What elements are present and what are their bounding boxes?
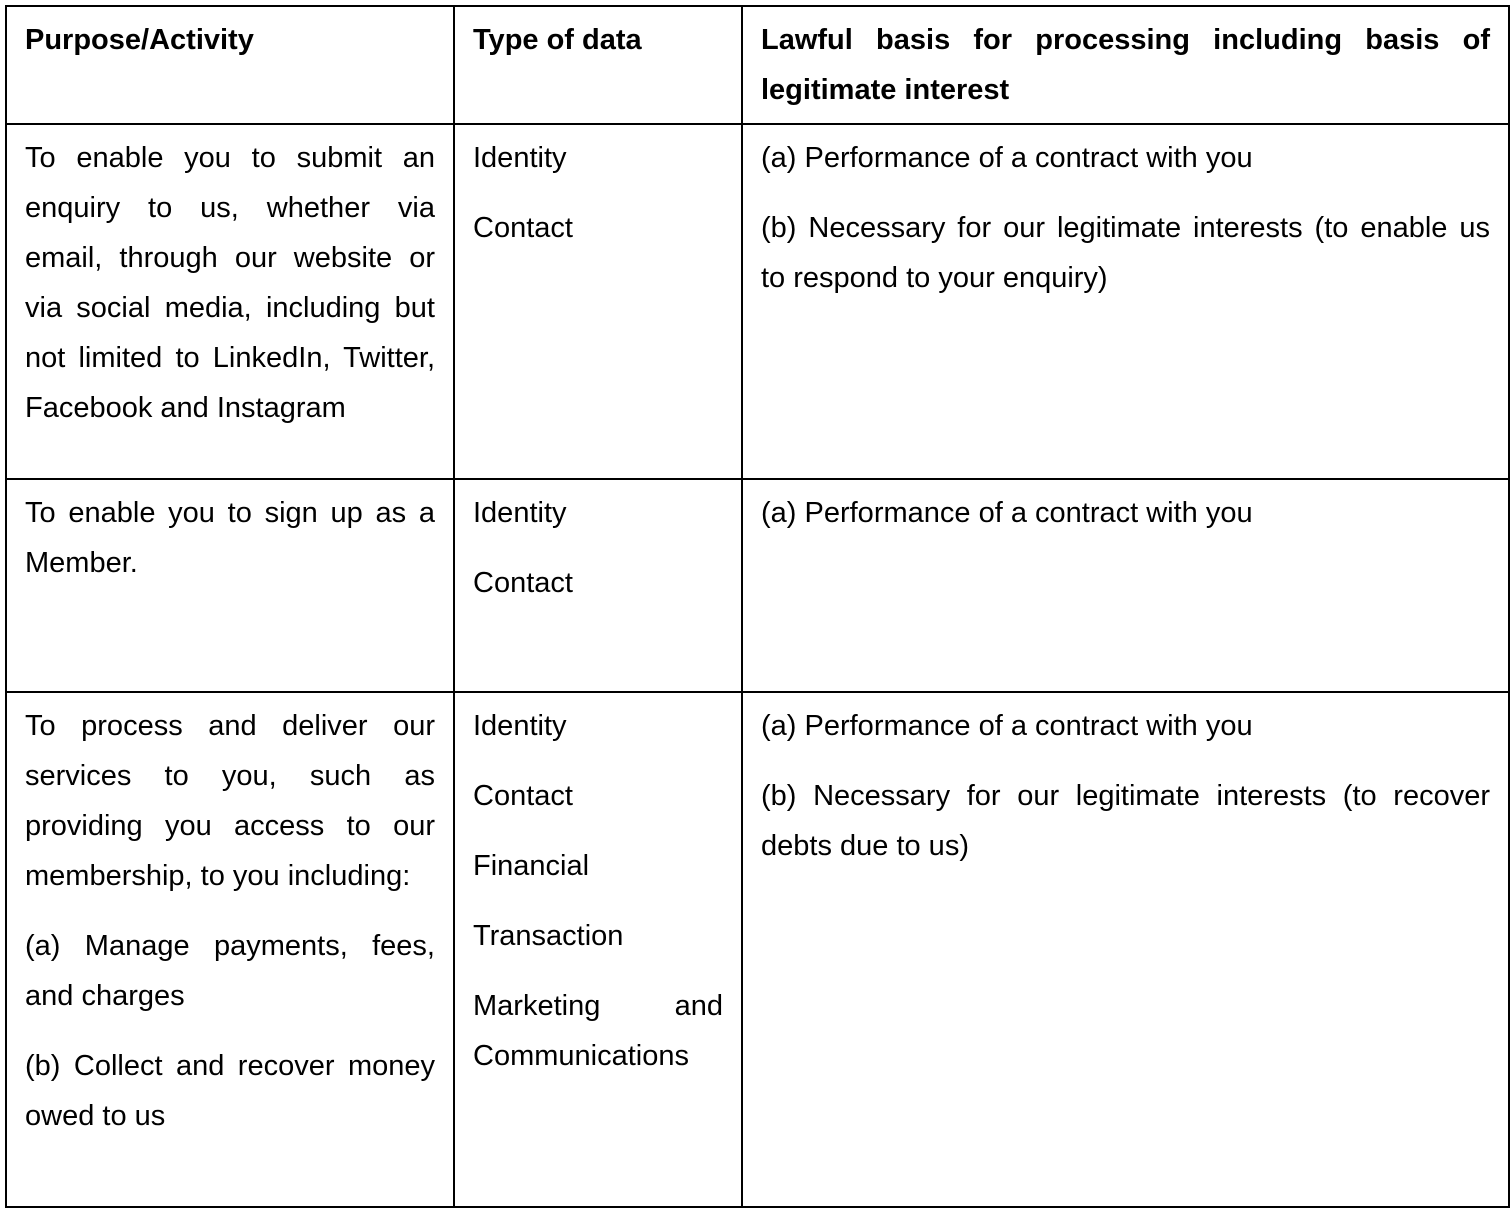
header-lawful-basis: Lawful basis for processing including basis of legitimate interest	[742, 6, 1509, 124]
data-type-item: Contact	[473, 780, 573, 812]
purpose-subitem: (a) Manage payments, fees, and charges	[25, 930, 435, 1012]
data-type-item: Transaction	[473, 920, 624, 952]
table-row	[6, 692, 1509, 1207]
lawful-basis-cell	[742, 692, 1509, 1207]
header-row	[6, 6, 1509, 124]
purpose-text: To enable you to submit an enquiry to us, whether via email, through our website or via social media, including but not limited to LinkedIn, Twitter, Facebook and Instagram	[25, 142, 435, 424]
table-row	[6, 479, 1509, 692]
data-type-item: Identity	[473, 710, 567, 742]
data-type-item: Contact	[473, 212, 573, 244]
data-type-item: Contact	[473, 567, 573, 599]
purpose-cell	[6, 124, 454, 479]
lawful-basis-cell	[742, 479, 1509, 692]
table-row	[6, 124, 1509, 479]
lawful-basis-item: (b) Necessary for our legitimate interests (to recover debts due to us)	[761, 780, 1490, 862]
lawful-basis-cell	[742, 124, 1509, 479]
data-type-item: Identity	[473, 142, 567, 174]
lawful-basis-item: (a) Performance of a contract with you	[761, 142, 1253, 174]
data-type-item: Financial	[473, 850, 590, 882]
lawful-basis-item: (b) Necessary for our legitimate interests (to enable us to respond to your enquiry)	[761, 212, 1490, 294]
purpose-text: To process and deliver our services to you, such as providing you access to our membership, to you including:	[25, 710, 435, 892]
data-types-cell	[454, 124, 742, 479]
purpose-cell	[6, 692, 454, 1207]
data-types-cell	[454, 692, 742, 1207]
data-type-item: Marketing and Communications	[473, 990, 723, 1072]
lawful-basis-item: (a) Performance of a contract with you	[761, 497, 1253, 529]
header-purpose-activity: Purpose/Activity	[6, 6, 454, 124]
header-type-of-data: Type of data	[454, 6, 742, 124]
purpose-cell	[6, 479, 454, 692]
purpose-subitem: (b) Collect and recover money owed to us	[25, 1050, 435, 1132]
purpose-text: To enable you to sign up as a Member.	[25, 497, 435, 579]
lawful-basis-item: (a) Performance of a contract with you	[761, 710, 1253, 742]
lawful-basis-table	[5, 5, 1510, 1208]
data-type-item: Identity	[473, 497, 567, 529]
data-types-cell	[454, 479, 742, 692]
